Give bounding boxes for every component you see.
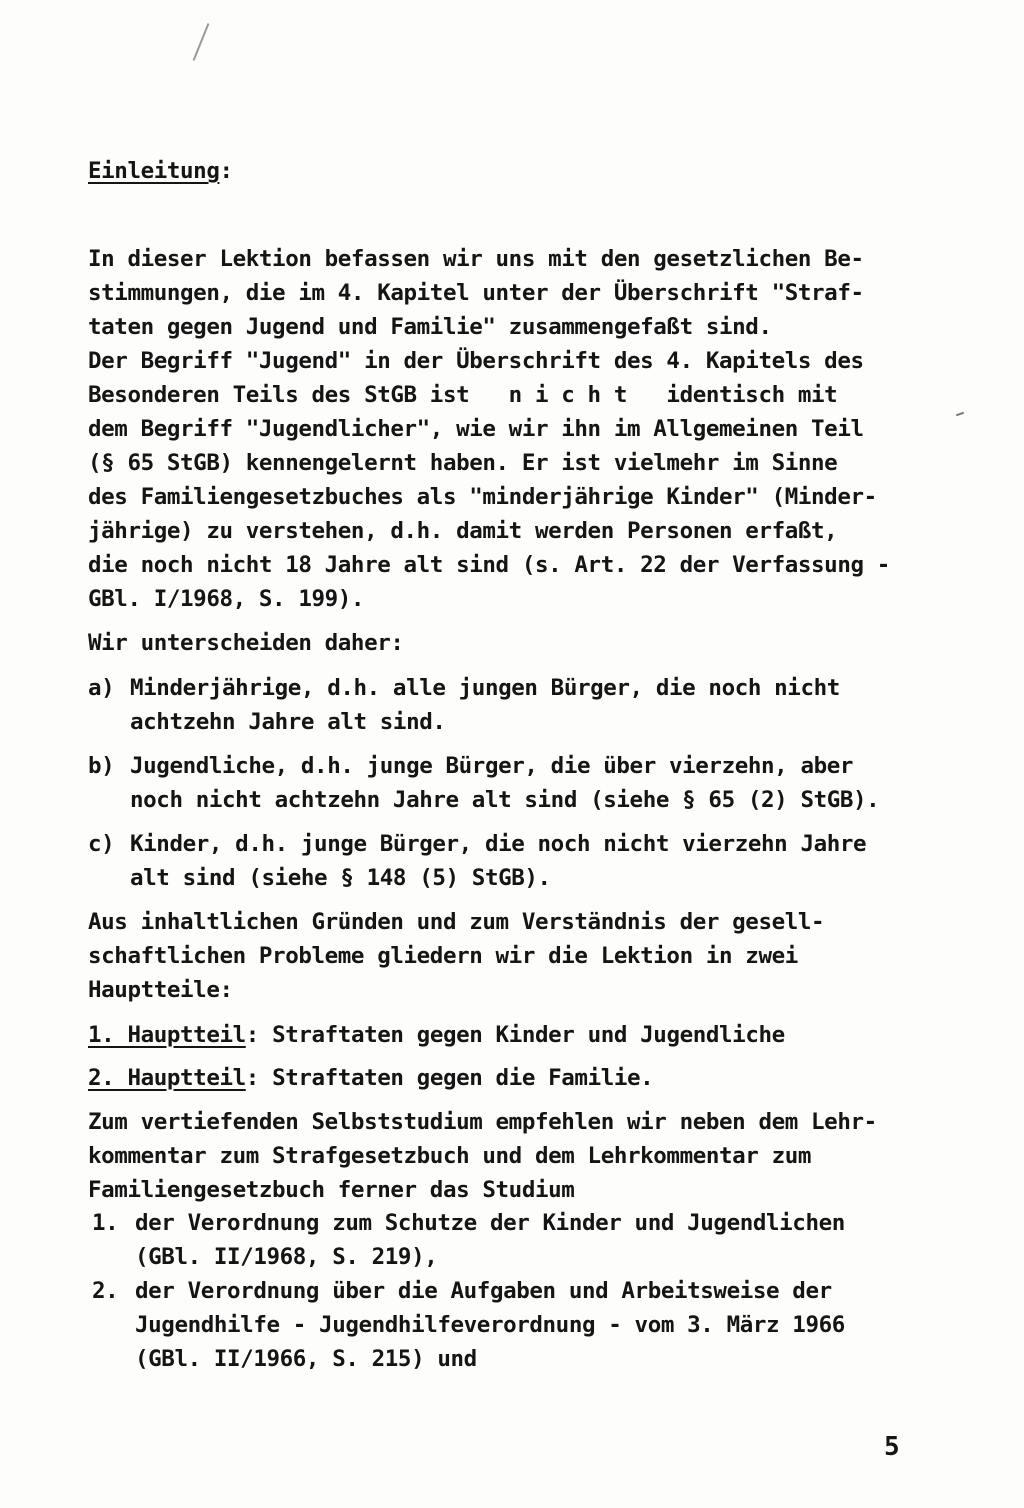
intro-line: (§ 65 StGB) kennengelernt haben. Er ist vielmehr im Sinne (88, 450, 838, 476)
main-part-text: Straftaten gegen Kinder und Jugendliche (258, 1022, 785, 1048)
main-part-text: Straftaten gegen die Familie. (258, 1065, 654, 1091)
study-list-line: der Verordnung zum Schutze der Kinder und Jugendlichen (135, 1210, 845, 1236)
study-line: Zum vertiefenden Selbststudium empfehlen wir neben dem Lehr- (88, 1109, 877, 1135)
main-part-1 (88, 1020, 785, 1050)
study-line: kommentar zum Strafgesetzbuch und dem Lehrkommentar zum (88, 1143, 812, 1169)
category-line: alt sind (siehe § 148 (5) StGB). (130, 865, 551, 891)
intro-line: des Familiengesetzbuches als "minderjährige Kinder" (Minder- (88, 484, 877, 510)
study-line: Familiengesetzbuch ferner das Studium (88, 1177, 575, 1203)
category-marker: a) (88, 675, 115, 701)
structure-line: Hauptteile: (88, 977, 233, 1003)
study-list-line: (GBl. II/1968, S. 219), (135, 1244, 438, 1270)
main-part-2 (88, 1063, 653, 1093)
section-heading (88, 156, 233, 186)
ink-speck (956, 412, 964, 417)
intro-line: taten gegen Jugend und Familie" zusammengefaßt sind. (88, 314, 772, 340)
main-part-label: 2. Hauptteil (88, 1065, 246, 1091)
main-part-colon: : (245, 1022, 259, 1048)
intro-line: Besonderen Teils des StGB ist n i c h t identisch mit (88, 382, 838, 408)
intro-line: jährige) zu verstehen, d.h. damit werden Personen erfaßt, (88, 518, 838, 544)
category-line: noch nicht achtzehn Jahre alt sind (siehe § 65 (2) StGB). (130, 787, 880, 813)
study-list-marker: 1. (92, 1210, 119, 1236)
category-line: Minderjährige, d.h. alle jungen Bürger, die noch nicht (130, 675, 840, 701)
intro-line: In dieser Lektion befassen wir uns mit den gesetzlichen Be- (88, 246, 864, 272)
intro-line: stimmungen, die im 4. Kapitel unter der Überschrift "Straf- (88, 280, 864, 306)
category-line: achtzehn Jahre alt sind. (130, 709, 446, 735)
intro-line: die noch nicht 18 Jahre alt sind (s. Art. 22 der Verfassung - (88, 552, 890, 578)
category-line: Jugendliche, d.h. junge Bürger, die über vierzehn, aber (130, 753, 854, 779)
category-marker: c) (88, 831, 115, 857)
heading-label: Einleitung (88, 158, 220, 184)
distinguish-intro: Wir unterscheiden daher: (88, 630, 404, 656)
structure-line: Aus inhaltlichen Gründen und zum Verständnis der gesell- (88, 909, 825, 935)
study-list-marker: 2. (92, 1278, 119, 1304)
study-list-line: der Verordnung über die Aufgaben und Arbeitsweise der (135, 1278, 832, 1304)
study-list-line: Jugendhilfe - Jugendhilfeverordnung - vom 3. März 1966 (135, 1312, 845, 1338)
main-part-colon: : (245, 1065, 259, 1091)
intro-line: GBl. I/1968, S. 199). (88, 586, 365, 612)
heading-colon: : (219, 158, 233, 184)
study-list-line: (GBl. II/1966, S. 215) und (135, 1346, 477, 1372)
intro-line: Der Begriff "Jugend" in der Überschrift des 4. Kapitels des (88, 348, 864, 374)
page-number: 5 (884, 1432, 900, 1462)
main-part-label: 1. Hauptteil (88, 1022, 246, 1048)
category-marker: b) (88, 753, 115, 779)
intro-line: dem Begriff "Jugendlicher", wie wir ihn im Allgemeinen Teil (88, 416, 864, 442)
pen-stroke-mark (193, 23, 210, 61)
structure-line: schaftlichen Probleme gliedern wir die Lektion in zwei (88, 943, 798, 969)
category-line: Kinder, d.h. junge Bürger, die noch nicht vierzehn Jahre (130, 831, 867, 857)
